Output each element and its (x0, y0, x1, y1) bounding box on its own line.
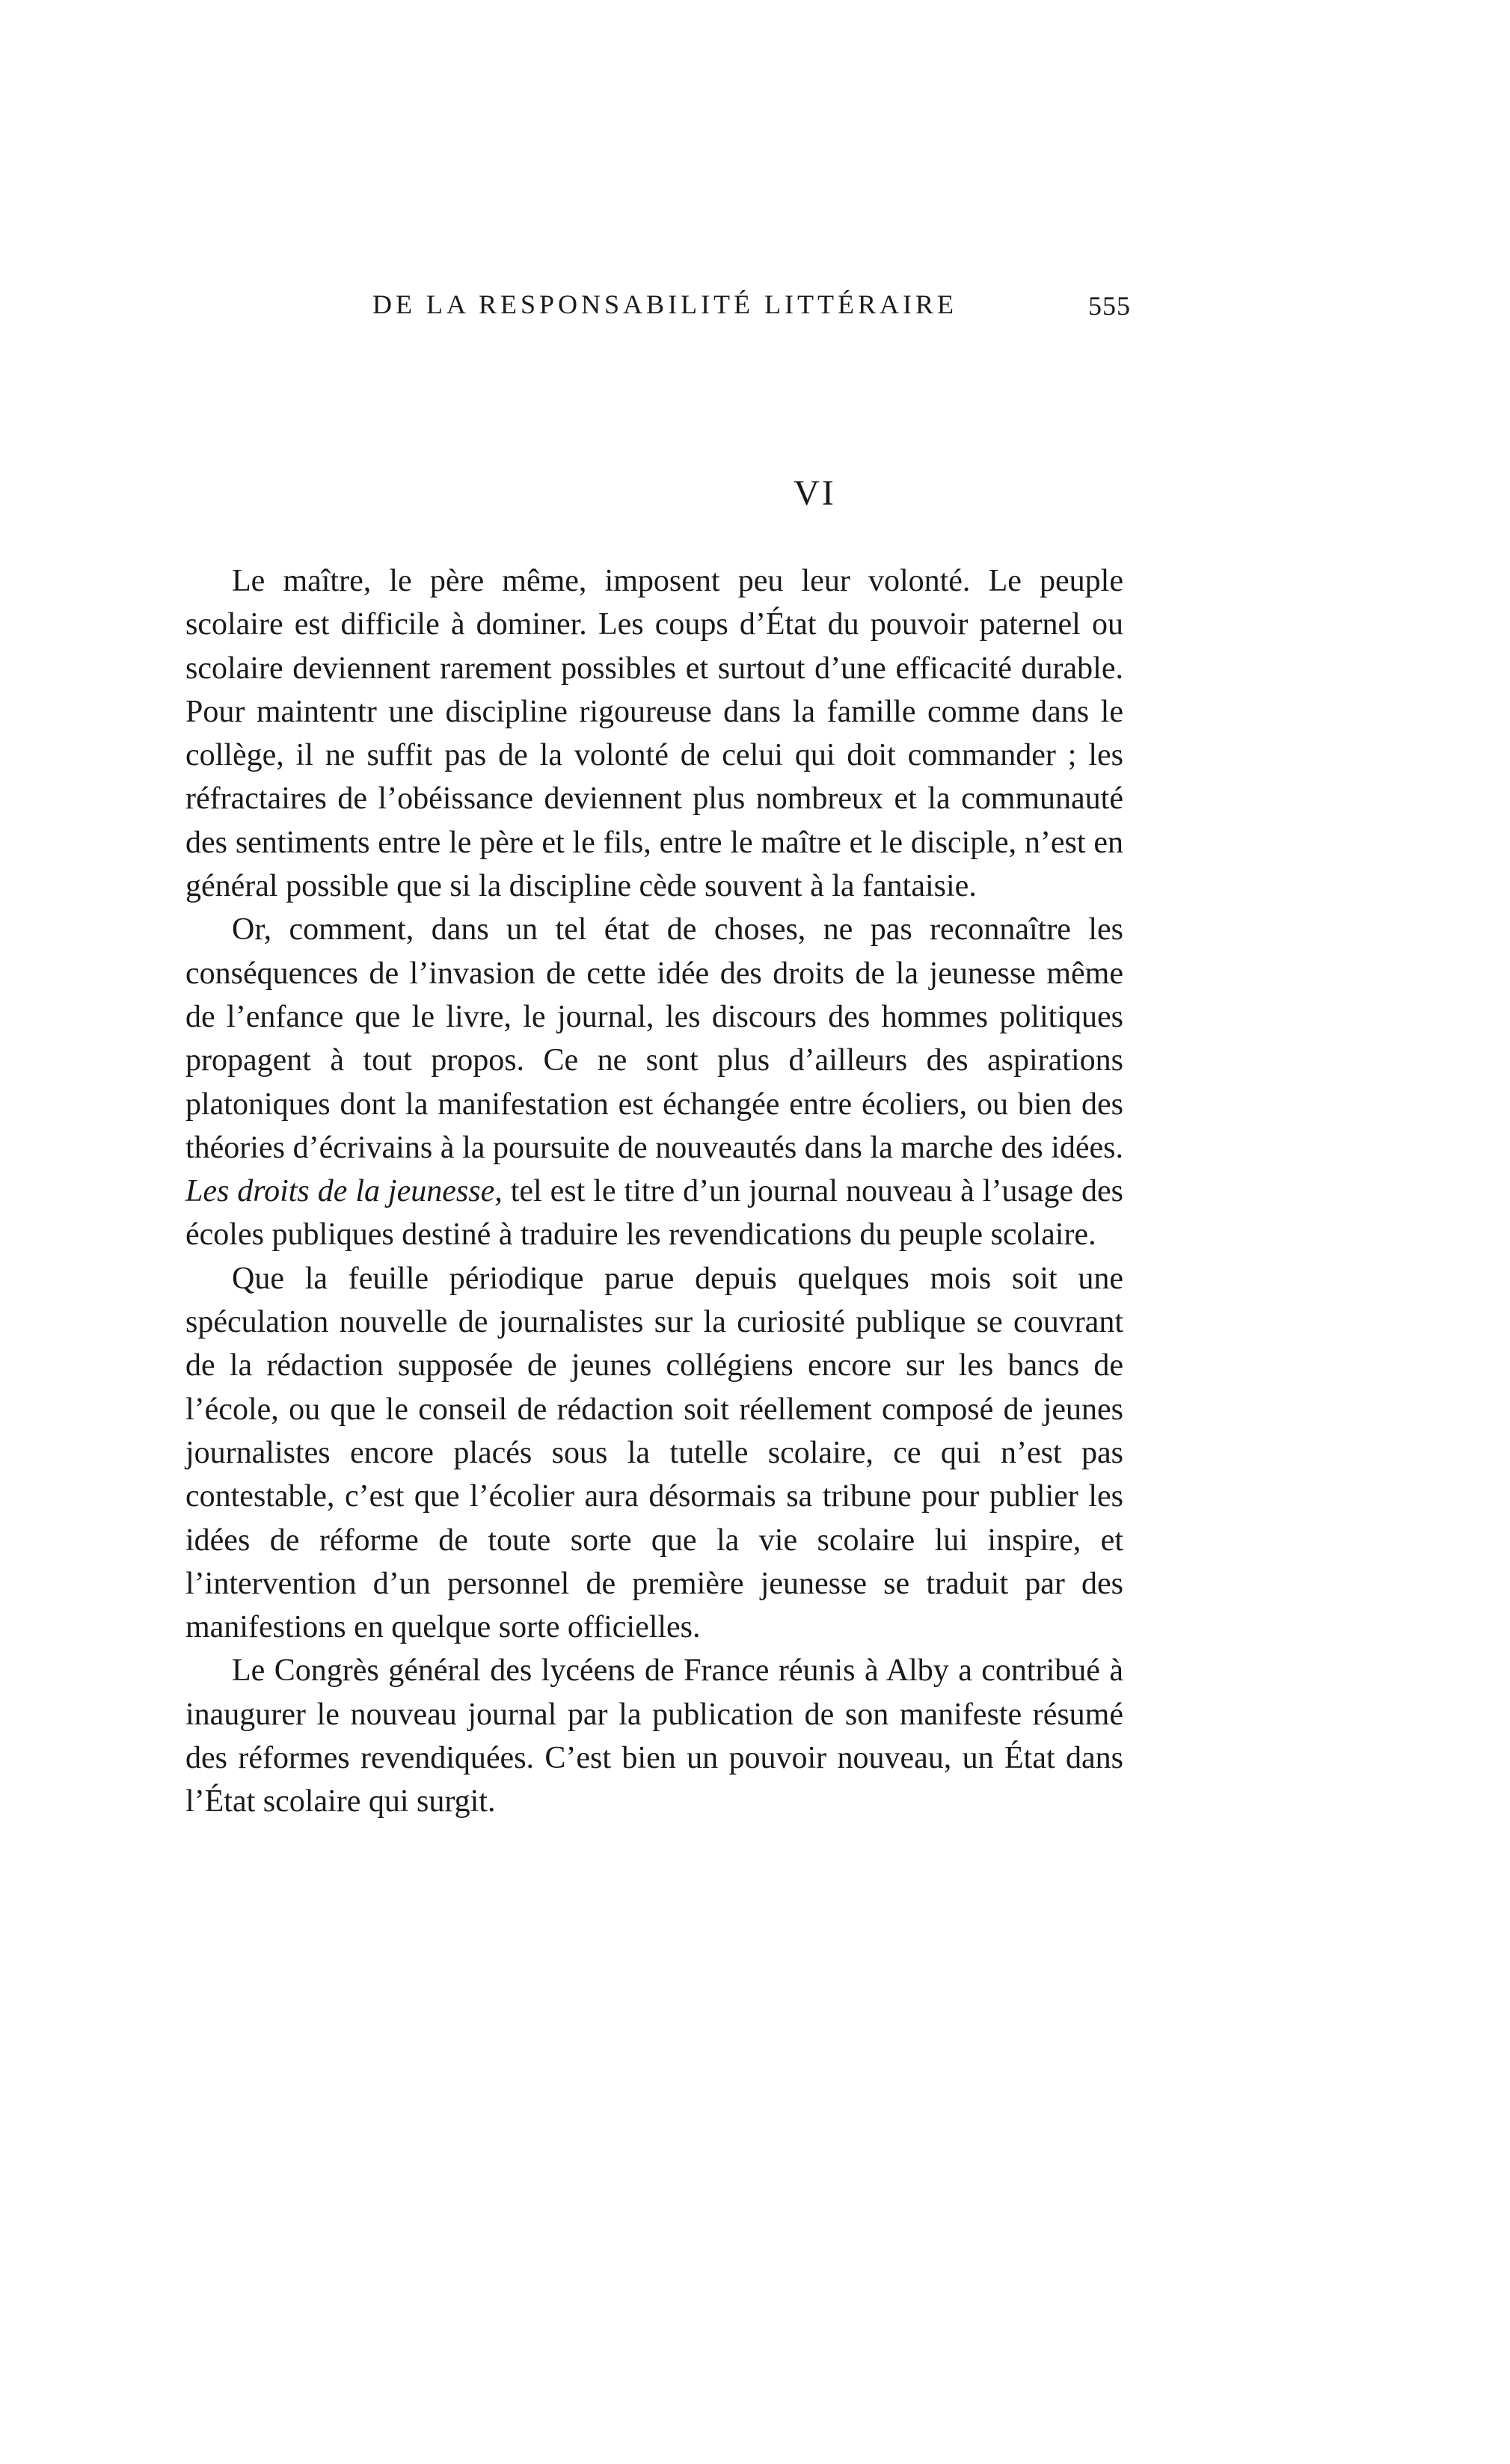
body-text (185, 559, 1123, 1824)
paragraph-4: Le Congrès général des lycéens de France réunis à Alby a contribué à inaugurer le nouveau journal par la publication de son manifeste résumé des réformes revendiquées. C’est bien un pouvoir nouveau, un État dans l’État scolaire qui surgit. (185, 1653, 1123, 1819)
section-heading: VI (794, 473, 836, 513)
page-number: 555 (1088, 291, 1131, 321)
paragraph-2-text-end: tel est le titre d’un journal nouveau à l’usage des écoles publiques destiné à traduire les revendications du peuple scolaire. (185, 1174, 1123, 1253)
paragraph-2-text-start: Or, comment, dans un tel état de choses, ne pas reconnaître les conséquences de l’invasion de cette idée des droits de la jeunesse même de l’enfance que le livre, le journal, les discours des hommes politiques propagent à tout propos. Ce ne sont plus d’ailleurs des aspirations platoniques dont la manifestation est échangée entre écoliers, ou bien des théories d’écrivains à la poursuite de nouveautés dans la marche des idées. (185, 912, 1123, 1165)
running-head (368, 289, 1131, 334)
paragraph-3: Que la feuille périodique parue depuis quelques mois soit une spéculation nouvelle de journalistes sur la curiosité publique se couvrant de la rédaction supposée de jeunes collégiens encore sur les bancs de l’école, ou que le conseil de rédaction soit réellement composé de jeunes journalistes encore placés sous la tutelle scolaire, ce qui n’est pas contestable, c’est que l’écolier aura désormais sa tribune pour publier les idées de réforme de toute sorte que la vie scolaire lui inspire, et l’intervention d’un personnel de première jeunesse se traduit par des manifestions en quelque sorte officielles. (185, 1261, 1123, 1645)
running-title: DE LA RESPONSABILITÉ LITTÉRAIRE (372, 289, 957, 319)
paragraph-1: Le maître, le père même, imposent peu leur volonté. Le peuple scolaire est difficile à dominer. Les coups d’État du pouvoir paternel ou scolaire deviennent rarement possibles et surtout d’une efficacité durable. Pour maintentr une discipline rigoureuse dans la famille comme dans le collège, il ne suffit pas de la volonté de celui qui doit commander ; les réfractaires de l’obéissance deviennent plus nombreux et la communauté des sentiments entre le père et le fils, entre le maître et le disciple, n’est en général possible que si la discipline cède souvent à la fantaisie. (185, 564, 1123, 904)
paragraph-2 (185, 908, 1123, 1256)
journal-title-italic: Les droits de la jeunesse, (185, 1174, 503, 1209)
